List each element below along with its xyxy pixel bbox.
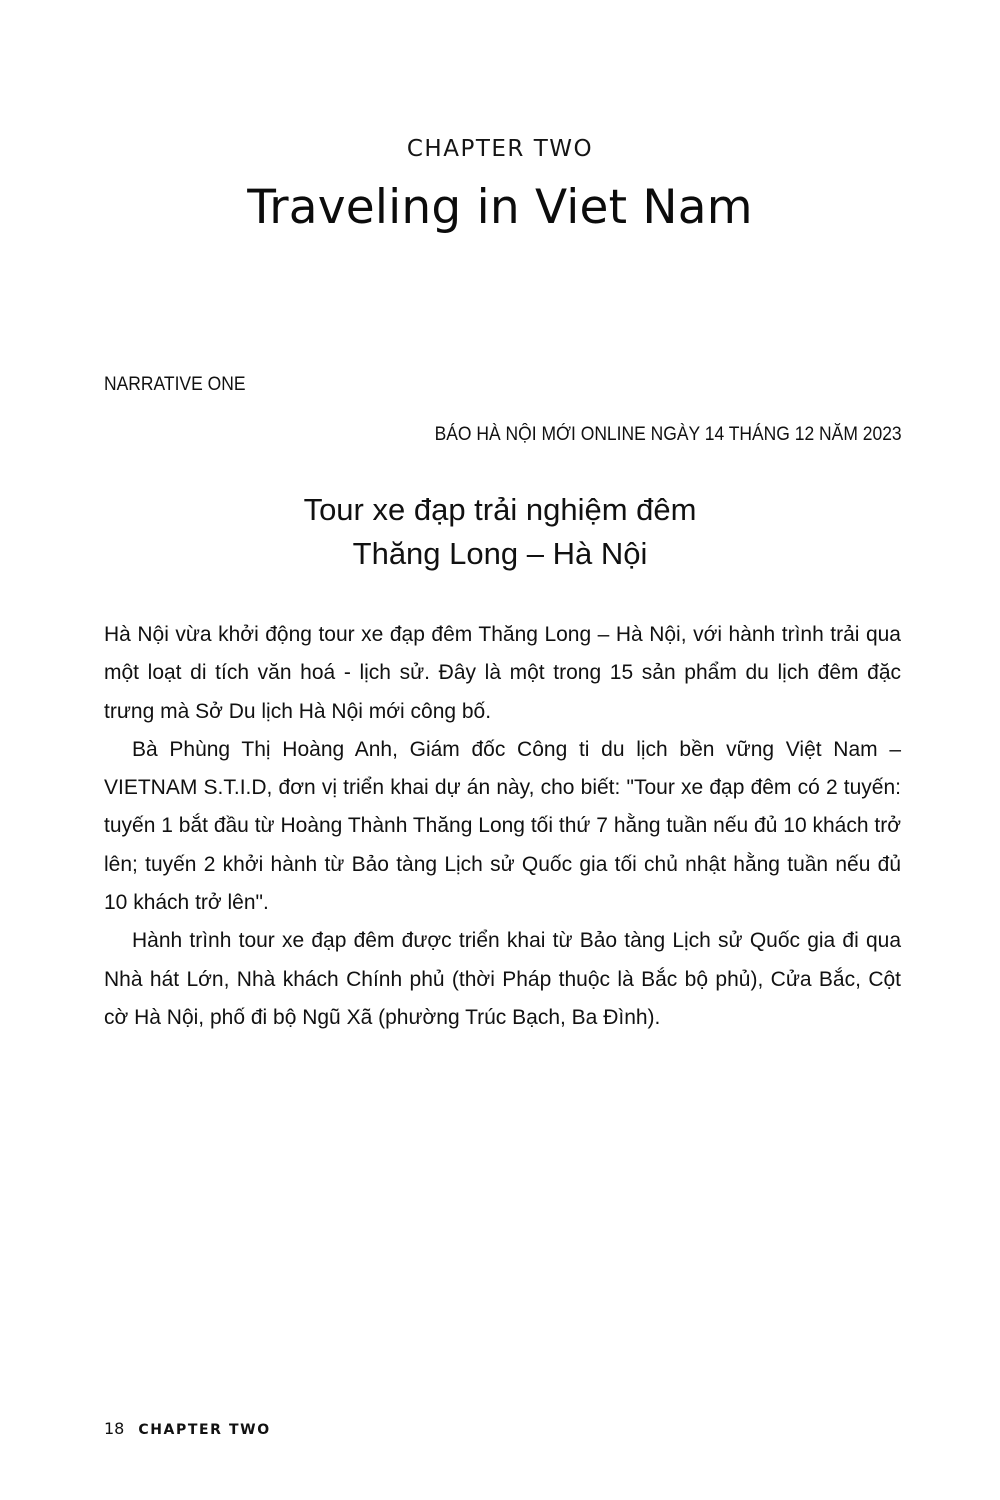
- article-title-line-2: Thăng Long – Hà Nội: [352, 536, 648, 571]
- article-title-line-1: Tour xe đạp trải nghiệm đêm: [303, 492, 697, 527]
- running-head: CHAPTER TWO: [138, 1422, 271, 1438]
- source-citation: BÁO HÀ NỘI MỚI ONLINE NGÀY 14 THÁNG 12 NĂM 2023: [434, 424, 902, 445]
- chapter-label: CHAPTER TWO: [406, 136, 594, 162]
- paragraph-1: Hà Nội vừa khởi động tour xe đạp đêm Thăng Long – Hà Nội, với hành trình trải qua một loạt di tích văn hoá - lịch sử. Đây là một trong 15 sản phẩm du lịch đêm đặc trưng mà Sở Du lịch Hà Nội mới công bố.: [104, 623, 901, 723]
- page-footer: [104, 1419, 271, 1438]
- paragraph-3: Hành trình tour xe đạp đêm được triển khai từ Bảo tàng Lịch sử Quốc gia đi qua Nhà hát Lớn, Nhà khách Chính phủ (thời Pháp thuộc là Bắc bộ phủ), Cửa Bắc, Cột cờ Hà Nội, phố đi bộ Ngũ Xã (phường Trúc Bạch, Ba Đình).: [104, 929, 901, 1029]
- paragraph-2: Bà Phùng Thị Hoàng Anh, Giám đốc Công ti du lịch bền vững Việt Nam – VIETNAM S.T.I.D, đơn vị triển khai dự án này, cho biết: "Tour xe đạp đêm có 2 tuyến: tuyến 1 bắt đầu từ Hoàng Thành Thăng Long tối thứ 7 hằng tuần nếu đủ 10 khách trở lên; tuyến 2 khởi hành từ Bảo tàng Lịch sử Quốc gia tối chủ nhật hằng tuần nếu đủ 10 khách trở lên".: [104, 737, 901, 915]
- article-title: [0, 488, 1000, 576]
- page-number: 18: [104, 1419, 125, 1438]
- narrative-label: NARRATIVE ONE: [104, 374, 246, 395]
- chapter-title: Traveling in Viet Nam: [247, 180, 753, 235]
- article-body: [104, 616, 901, 1037]
